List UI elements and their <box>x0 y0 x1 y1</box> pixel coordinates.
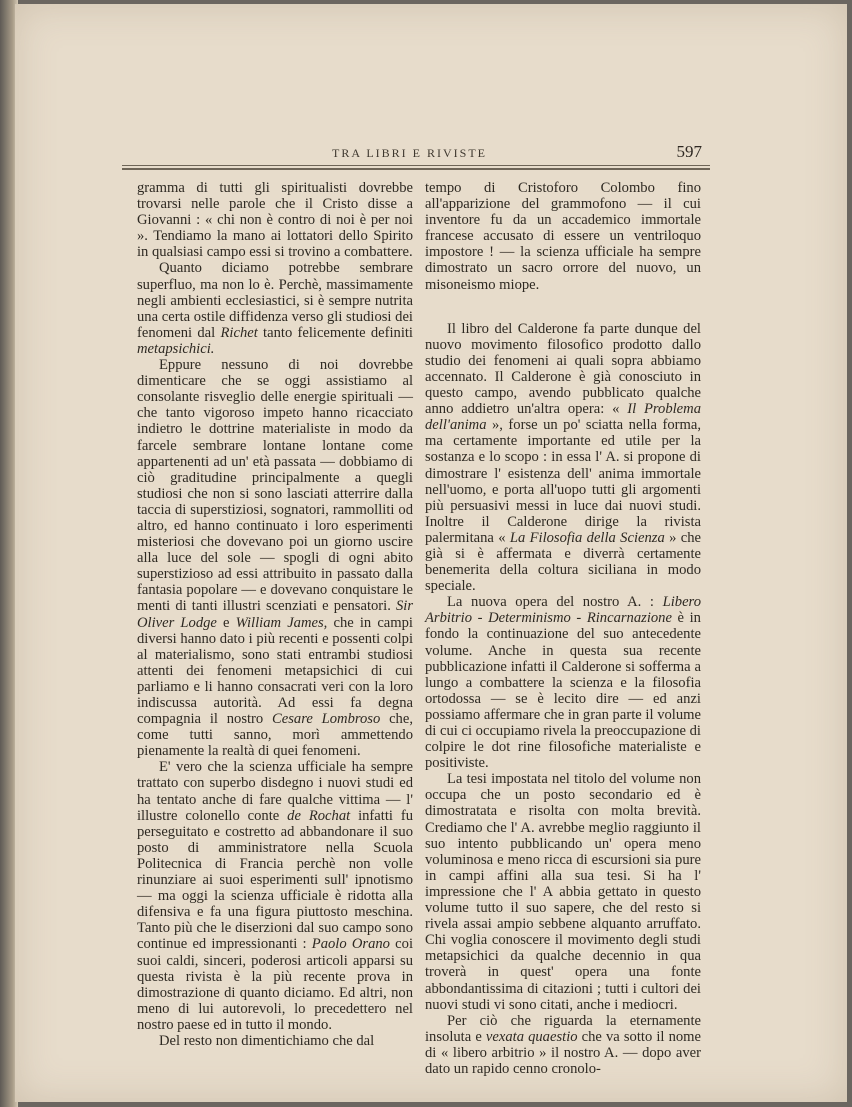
paragraph <box>425 1013 701 1077</box>
text-run: gramma di tutti gli spiritualisti dovrebbe trovarsi nelle parole che il Cristo disse a Giovanni : « chi non è contro di noi è per noi ». Tendiamo la mano ai lottatori dello Spirito in qualsiasi campo essi si trovino a combattere. <box>137 180 413 261</box>
italic-text: metapsichici. <box>137 340 215 357</box>
paragraph <box>425 594 701 771</box>
text-run: Il libro del Calderone fa parte dunque del nuovo movimento filosofico prodotto dallo studio dei fenomeni ai quali sopra abbiamo accennato. Il Calderone è già conosciuto in questo campo, avendo pubblicato qualche anno addietro un'altra opera: « <box>425 320 701 418</box>
text-run: Quanto diciamo potrebbe sembrare superfluo, ma non lo è. Perchè, massimamente negli ambienti ecclesiastici, si è sempre nutrita una certa ostile diffidenza verso gli studiosi dei fenomeni dal <box>137 260 413 341</box>
page-number: 597 <box>676 142 702 161</box>
text-run: tanto felicemente definiti <box>257 324 413 341</box>
paragraph <box>137 759 413 1033</box>
text-run: Per ciò che riguarda la eternamente insoluta e <box>425 1012 701 1045</box>
italic-text: Cesare Lombroso <box>272 711 381 728</box>
paragraph <box>425 321 701 595</box>
header-rule-thin <box>122 165 710 166</box>
italic-text: Richet <box>220 324 258 341</box>
text-run: » che già si è affermata e diverrà certamente benemerita della coltura siciliana in modo speciale. <box>425 529 701 595</box>
paragraph <box>425 180 701 293</box>
paragraph <box>425 771 701 1012</box>
text-run: Eppure nessuno di noi dovrebbe dimenticare che se oggi assistiamo al consolante risveglio delle energie spirituali — che tanto vigoroso impeto hanno ricacciato indietro le dottrine materialiste in modo da farcele sembrare lontane lontane come appartenenti ad un' età passata — dobbiamo di ciò graditudine principalmente a quegli studiosi che non si sono lasciati atterrire dalla taccia di superstiziosi, sognatori, rammolliti od altro, ed hanno continuato i loro esperimenti misteriosi che dovevano poi un giorno uscire alla luce del sole — spogli di ogni abito superstizioso ad essi attribuito in passato dalla fantasia popolare — e dovevano conquistare le menti di tanti illustri scenziati e pensatori. <box>137 357 413 615</box>
text-run: Del resto non dimentichiamo che dal <box>159 1032 375 1049</box>
text-run: coi suoi caldi, sinceri, poderosi articoli apparsi su questa rivista è la più recente prova in dimostrazione di quanto diciamo. Ed altri, non meno di lui autorevoli, lo precedettero nel nostro paese ed in tutto il mondo. <box>137 936 413 1033</box>
left-column <box>137 180 413 1049</box>
italic-text: Libero Arbitrio - Determinismo - Rincarnazione <box>425 594 701 627</box>
italic-text: Il Problema dell'anima <box>425 401 701 434</box>
text-run: che, come tutti sanno, morì ammettendo pienamente la realtà di quei fenomeni. <box>137 711 413 760</box>
italic-text: de Rochat <box>287 807 351 824</box>
running-title: TRA LIBRI E RIVISTE <box>332 146 487 160</box>
text-run: che in campi diversi hanno dato i più recenti e possenti colpi al materialismo, sono stati entrambi studiosi attenti dei fenomeni metapsichici di cui parliamo e li hanno consacrati veri con la loro indiscussa autorità. Ad essi fa degna compagnia il nostro <box>137 614 413 728</box>
italic-text: William James, <box>235 614 328 631</box>
text-run: La tesi impostata nel titolo del volume non occupa che un posto secondario ed è dimostratata e risolta con molta brevità. Crediamo che l' A. avrebbe meglio raggiunto il suo intento pubblicando un' opera meno voluminosa e meno ricca di escursioni sia pure in campi affini alla sua tesi. Si ha l' impressione che l' A abbia gettato in questo volume tutto il suo sapere, che del resto si rivela assai ampio sebbene alquanto arruffato. Chi voglia conoscere il movimento degli studi metapsichici da qualche decennio in qua troverà in quest' opera una fonte abbondantissima di citazioni ; tutti i cultori dei nuovi studi vi sono citati, anche i mediocri. <box>425 771 701 1013</box>
paragraph <box>137 357 413 759</box>
italic-text: Sir Oliver Lodge <box>137 598 413 631</box>
text-run: e <box>216 614 236 631</box>
text-run: è in fondo la continuazione del suo antecedente volume. Anche in questa sua recente pubblicazione infatti il Calderone si sofferma a lungo a combattere la scienza e la filosofia ortodossa — se è lecito dire — ed anzi possiamo affermare che in gran parte il volume di cui ci occupiamo rivela la preoccupazione di colpire le dot rine filosofiche materialiste e positiviste. <box>425 610 701 772</box>
paragraph <box>137 180 413 260</box>
paragraph <box>137 260 413 357</box>
header-rule-thick <box>122 168 710 170</box>
right-column <box>425 180 701 1077</box>
running-header <box>122 142 710 166</box>
italic-text: Paolo Orano <box>311 936 390 953</box>
text-run: La nuova opera del nostro A. : <box>447 594 663 611</box>
text-run: tempo di Cristoforo Colombo fino all'apparizione del grammofono — il cui inventore fu da un accademico immortale francese accusato di essere un ventriloquo impostore ! — la scienza ufficiale ha sempre dimostrato un sacro orrore del nuovo, un misoneismo miope. <box>425 180 701 293</box>
italic-text: La Filosofia della Scienza <box>509 529 665 546</box>
text-run: che va sotto il nome di « libero arbitrio » il nostro A. — dopo aver dato un rapido cenno cronolo- <box>425 1028 701 1077</box>
text-run: E' vero che la scienza ufficiale ha sempre trattato con superbo disdegno i nuovi studi ed ha tentato anche di fare qualche vittima — l' illustre colonello conte <box>137 759 413 824</box>
paragraph <box>137 1033 413 1049</box>
italic-text: vexata quaestio <box>485 1028 578 1045</box>
text-run: infatti fu perseguitato e costretto ad abbandonare il suo posto di amministratore nella Scuola Politecnica di Francia perchè non volle rinunziare ai suoi esperimenti sull' ipnotismo — ma oggi la scienza ufficiale è ridotta alla difensiva e fa una figura piuttosto meschina. Tanto più che le diserzioni dal suo campo sono continue ed impressionanti : <box>137 807 413 953</box>
text-run: », forse un po' sciatta nella forma, ma certamente importante ed utile per la sostanza e lo scopo : in essa l' A. si propone di dimostrare l' esistenza dell' anima immortale nell'uomo, e porta all'uopo tutti gli argomenti più persuasivi messi in luce dai nuovi studi. Inoltre il Calderone dirige la rivista palermitana « <box>425 417 701 546</box>
